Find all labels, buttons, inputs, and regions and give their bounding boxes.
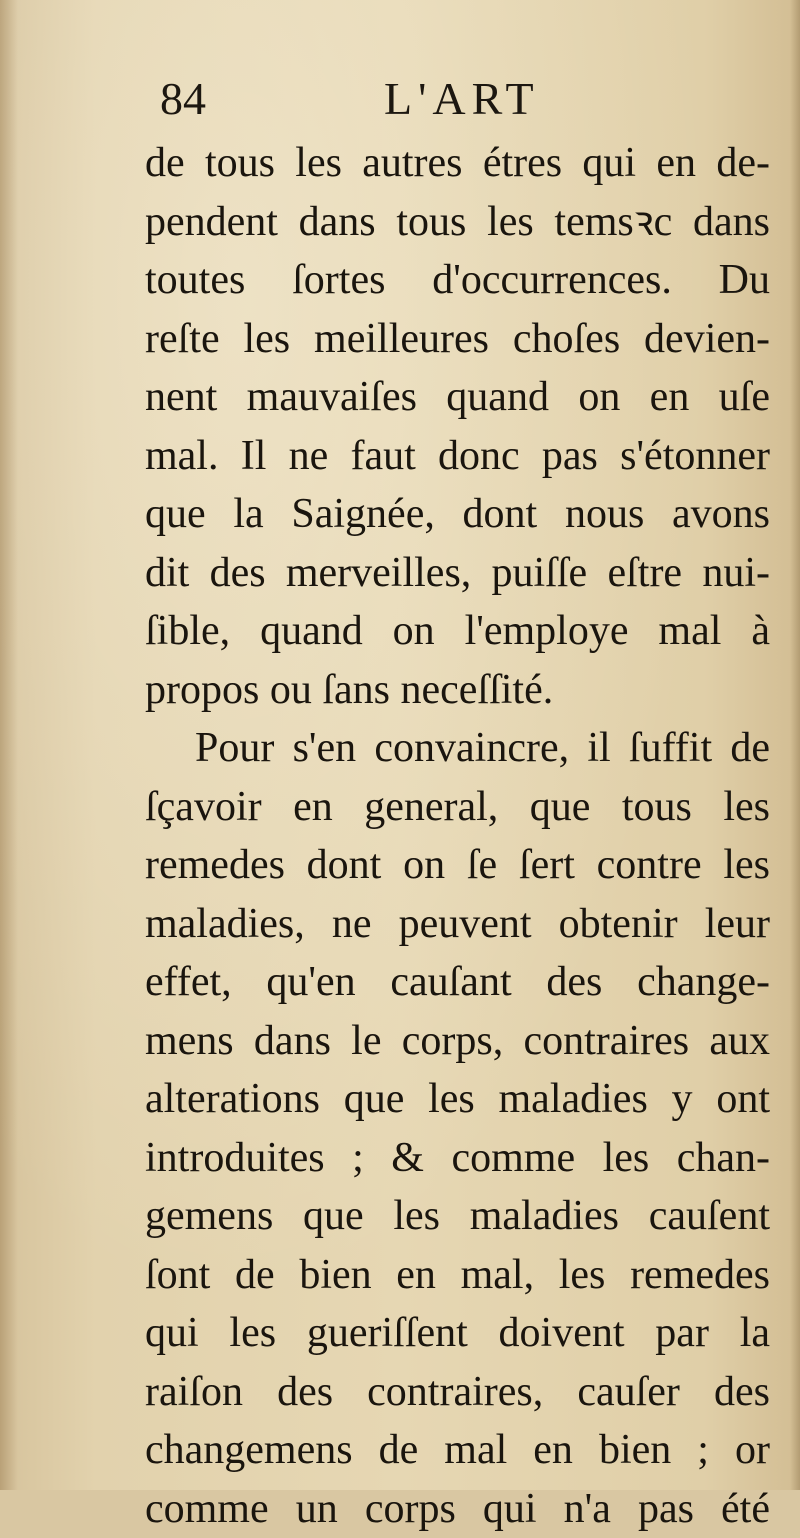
text-line: changemens de mal en bien ; or: [145, 1421, 770, 1480]
text-line: nent mauvaiſes quand on en uſe: [145, 368, 770, 427]
text-line: pendent dans tous les temsꝛc dans: [145, 193, 770, 252]
text-line: qui les gueriſſent doivent par la: [145, 1304, 770, 1363]
text-line: gemens que les maladies cauſent: [145, 1187, 770, 1246]
text-line: alterations que les maladies y ont: [145, 1070, 770, 1129]
running-head: L'ART: [384, 72, 540, 125]
page-gutter-shadow: [0, 0, 18, 1490]
page-number: 84: [160, 72, 206, 125]
text-line: reſte les meilleures choſes devien-: [145, 310, 770, 369]
text-line: introduites ; & comme les chan-: [145, 1129, 770, 1188]
paragraph-1: [145, 134, 770, 719]
text-line: que la Saignée, dont nous avons: [145, 485, 770, 544]
text-line: toutes ſortes d'occurrences. Du: [145, 251, 770, 310]
paragraph-2: [145, 719, 770, 1538]
text-line: ſont de bien en mal, les remedes: [145, 1246, 770, 1305]
text-line: mens dans le corps, contraires aux: [145, 1012, 770, 1071]
text-line: maladies, ne peuvent obtenir leur: [145, 895, 770, 954]
text-line: effet, qu'en cauſant des change-: [145, 953, 770, 1012]
page-edge-shadow: [790, 0, 800, 1490]
text-line: de tous les autres étres qui en de-: [145, 134, 770, 193]
text-line: ſçavoir en general, que tous les: [145, 778, 770, 837]
page-header: [158, 66, 768, 136]
text-line: dit des merveilles, puiſſe eſtre nui-: [145, 544, 770, 603]
text-line: propos ou ſans neceſſité.: [145, 661, 770, 720]
text-line: remedes dont on ſe ſert contre les: [145, 836, 770, 895]
text-line: mal. Il ne faut donc pas s'étonner: [145, 427, 770, 486]
body-text: [145, 134, 770, 1538]
text-line: ſible, quand on l'employe mal à: [145, 602, 770, 661]
text-line: comme un corps qui n'a pas été: [145, 1480, 770, 1538]
text-line: raiſon des contraires, cauſer des: [145, 1363, 770, 1422]
text-line: Pour s'en convaincre, il ſuffit de: [145, 719, 770, 778]
